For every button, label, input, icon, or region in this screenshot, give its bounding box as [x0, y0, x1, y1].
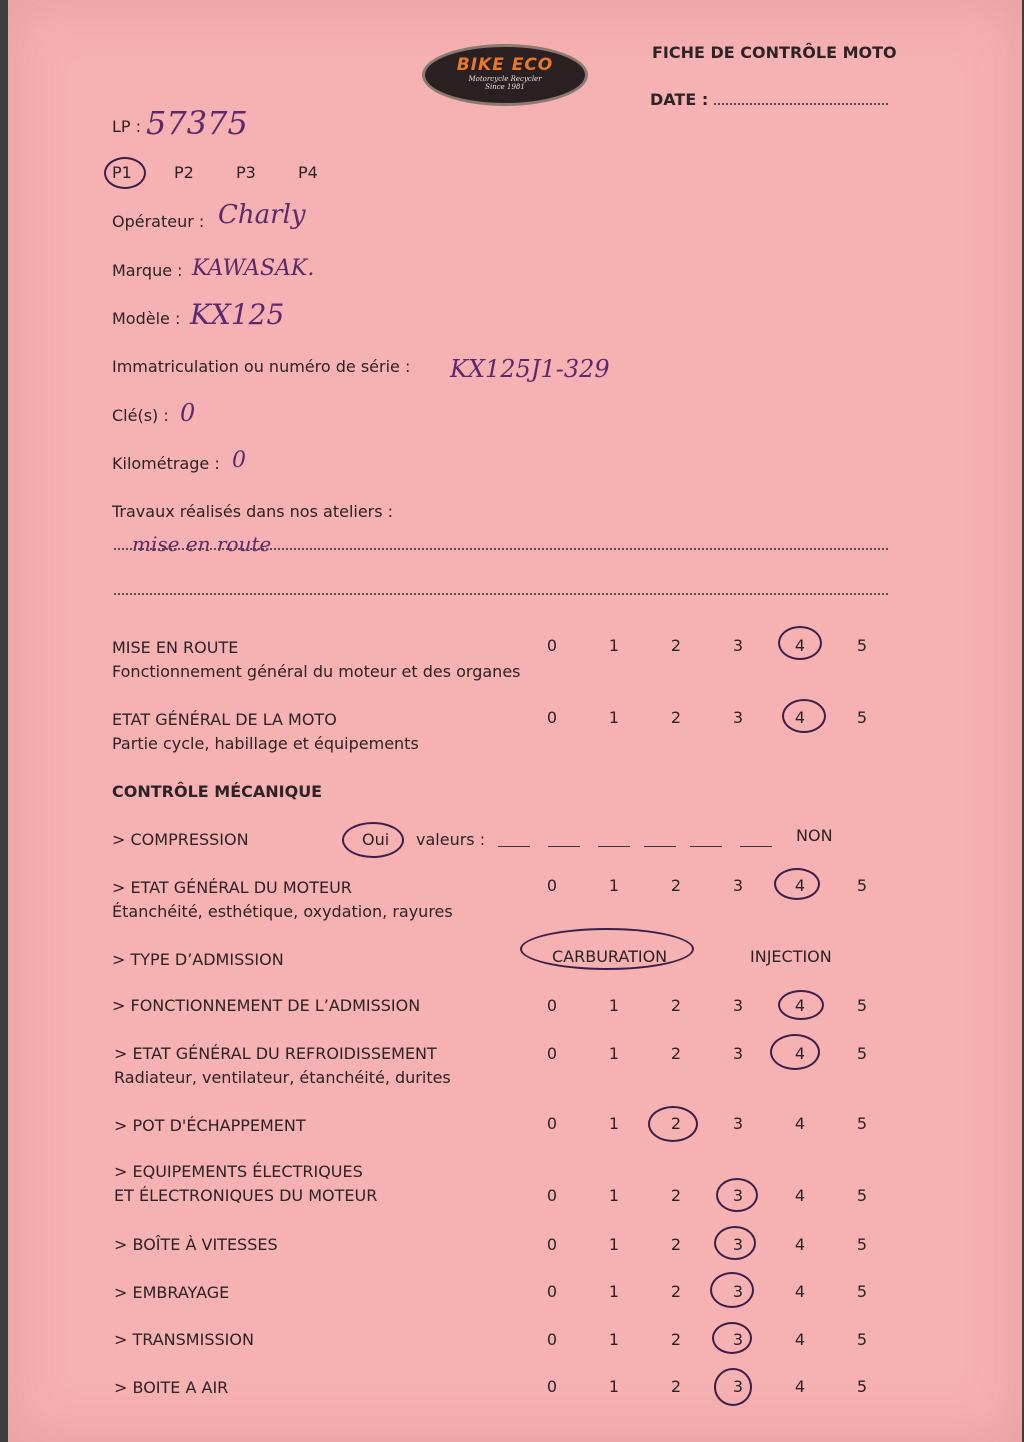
mise-en-route-1[interactable]: 1 [608, 636, 620, 655]
compression-oui-circle [342, 822, 404, 858]
electriques-1[interactable]: 1 [608, 1186, 620, 1205]
transmission-4[interactable]: 4 [794, 1330, 806, 1349]
type-admission-title: > TYPE D’ADMISSION [112, 950, 284, 969]
boite-vitesses-3[interactable]: 3 [732, 1235, 744, 1254]
compression-title: > COMPRESSION [112, 830, 249, 849]
etat-moteur-selected-circle [774, 868, 820, 900]
transmission-2[interactable]: 2 [670, 1330, 682, 1349]
mise-en-route-selected-circle [778, 626, 822, 660]
lp-value[interactable]: 57375 [146, 104, 248, 142]
mise-en-route-3[interactable]: 3 [732, 636, 744, 655]
refroidissement-4[interactable]: 4 [794, 1044, 806, 1063]
etat-moteur-3[interactable]: 3 [732, 876, 744, 895]
compression-oui[interactable]: Oui [362, 830, 390, 849]
transmission-1[interactable]: 1 [608, 1330, 620, 1349]
boite-vitesses-4[interactable]: 4 [794, 1235, 806, 1254]
boite-air-title: > BOITE A AIR [114, 1378, 229, 1397]
position-p2[interactable]: P2 [174, 163, 194, 182]
transmission-title: > TRANSMISSION [114, 1330, 254, 1349]
boite-air-2[interactable]: 2 [670, 1377, 682, 1396]
compression-valeurs-label: valeurs : [416, 830, 486, 849]
modele-label: Modèle : [112, 309, 181, 328]
boite-air-5[interactable]: 5 [856, 1377, 868, 1396]
marque-label: Marque : [112, 261, 183, 280]
cles-value[interactable]: 0 [180, 399, 196, 427]
etat-moto-2[interactable]: 2 [670, 708, 682, 727]
boite-vitesses-1[interactable]: 1 [608, 1235, 620, 1254]
mise-en-route-5[interactable]: 5 [856, 636, 868, 655]
mise-en-route-4[interactable]: 4 [794, 636, 806, 655]
etat-moteur-2[interactable]: 2 [670, 876, 682, 895]
etat-moto-4[interactable]: 4 [794, 708, 806, 727]
electriques-title: > EQUIPEMENTS ÉLECTRIQUES [114, 1162, 363, 1181]
echappement-4[interactable]: 4 [794, 1114, 806, 1133]
echappement-2[interactable]: 2 [670, 1114, 682, 1133]
embrayage-2[interactable]: 2 [670, 1282, 682, 1301]
fonct-admission-selected-circle [778, 990, 824, 1020]
travaux-line-1 [114, 548, 888, 550]
transmission-5[interactable]: 5 [856, 1330, 868, 1349]
km-label: Kilométrage : [112, 454, 220, 473]
controle-mecanique-title: CONTRÔLE MÉCANIQUE [112, 782, 323, 801]
etat-moteur-title: > ETAT GÉNÉRAL DU MOTEUR [112, 878, 352, 897]
electriques-2[interactable]: 2 [670, 1186, 682, 1205]
compression-value-3[interactable] [598, 846, 630, 847]
immat-label: Immatriculation ou numéro de série : [112, 357, 411, 376]
etat-moto-selected-circle [782, 699, 826, 733]
echappement-1[interactable]: 1 [608, 1114, 620, 1133]
transmission-0[interactable]: 0 [546, 1330, 558, 1349]
travaux-line-2 [114, 593, 888, 595]
cles-label: Clé(s) : [112, 406, 169, 425]
fonct-admission-3[interactable]: 3 [732, 996, 744, 1015]
compression-value-2[interactable] [548, 846, 580, 847]
boite-air-1[interactable]: 1 [608, 1377, 620, 1396]
refroidissement-3[interactable]: 3 [732, 1044, 744, 1063]
mise-en-route-sub: Fonctionnement général du moteur et des organes [112, 662, 521, 681]
etat-moto-5[interactable]: 5 [856, 708, 868, 727]
etat-moto-title: ETAT GÉNÉRAL DE LA MOTO [112, 710, 337, 729]
embrayage-5[interactable]: 5 [856, 1282, 868, 1301]
embrayage-1[interactable]: 1 [608, 1282, 620, 1301]
refroidissement-sub: Radiateur, ventilateur, étanchéité, durites [114, 1068, 451, 1087]
boite-air-4[interactable]: 4 [794, 1377, 806, 1396]
compression-value-4[interactable] [644, 846, 676, 847]
boite-vitesses-5[interactable]: 5 [856, 1235, 868, 1254]
operateur-label: Opérateur : [112, 212, 205, 231]
modele-value[interactable]: KX125 [190, 298, 285, 331]
refroidissement-2[interactable]: 2 [670, 1044, 682, 1063]
embrayage-0[interactable]: 0 [546, 1282, 558, 1301]
echappement-5[interactable]: 5 [856, 1114, 868, 1133]
control-sheet [8, 0, 1022, 1442]
embrayage-title: > EMBRAYAGE [114, 1283, 230, 1302]
marque-value[interactable]: KAWASAK. [192, 256, 315, 281]
boite-vitesses-selected-circle [714, 1226, 756, 1260]
position-p1[interactable]: P1 [112, 163, 132, 182]
mise-en-route-2[interactable]: 2 [670, 636, 682, 655]
fonct-admission-title: > FONCTIONNEMENT DE L’ADMISSION [112, 996, 421, 1015]
electriques-selected-circle [716, 1178, 758, 1212]
etat-moto-sub: Partie cycle, habillage et équipements [112, 734, 419, 753]
bike-eco-logo: BIKE ECO Motorcycle Recycler Since 1981 [422, 44, 588, 106]
lp-label: LP : [112, 117, 142, 136]
boite-air-0[interactable]: 0 [546, 1377, 558, 1396]
echappement-0[interactable]: 0 [546, 1114, 558, 1133]
compression-value-6[interactable] [740, 846, 772, 847]
form-title: FICHE DE CONTRÔLE MOTO [652, 43, 897, 62]
position-p3[interactable]: P3 [236, 163, 256, 182]
etat-moto-3[interactable]: 3 [732, 708, 744, 727]
fonct-admission-4[interactable]: 4 [794, 996, 806, 1015]
embrayage-3[interactable]: 3 [732, 1282, 744, 1301]
carburation-selected-circle [520, 928, 694, 970]
fonct-admission-5[interactable]: 5 [856, 996, 868, 1015]
refroidissement-selected-circle [770, 1034, 820, 1070]
date-field[interactable] [714, 103, 888, 105]
etat-moteur-sub: Étanchéité, esthétique, oxydation, rayures [112, 902, 453, 921]
date-label: DATE : [650, 90, 709, 109]
transmission-3[interactable]: 3 [732, 1330, 744, 1349]
boite-air-selected-circle [714, 1368, 752, 1406]
etat-moteur-1[interactable]: 1 [608, 876, 620, 895]
electriques-0[interactable]: 0 [546, 1186, 558, 1205]
fonct-admission-2[interactable]: 2 [670, 996, 682, 1015]
echappement-selected-circle [648, 1106, 698, 1142]
boite-vitesses-0[interactable]: 0 [546, 1235, 558, 1254]
travaux-label: Travaux réalisés dans nos ateliers : [112, 502, 394, 521]
electriques-title-2: ET ÉLECTRONIQUES DU MOTEUR [114, 1186, 378, 1205]
compression-value-5[interactable] [690, 846, 722, 847]
etat-moteur-5[interactable]: 5 [856, 876, 868, 895]
boite-vitesses-title: > BOÎTE À VITESSES [114, 1235, 278, 1254]
electriques-5[interactable]: 5 [856, 1186, 868, 1205]
immat-value[interactable]: KX125J1-329 [450, 355, 610, 383]
refroidissement-5[interactable]: 5 [856, 1044, 868, 1063]
compression-value-1[interactable] [498, 846, 530, 847]
p1-selected-circle [104, 157, 146, 189]
mise-en-route-title: MISE EN ROUTE [112, 638, 239, 657]
type-admission-injection[interactable]: INJECTION [750, 947, 832, 966]
embrayage-selected-circle [710, 1272, 754, 1308]
etat-moteur-4[interactable]: 4 [794, 876, 806, 895]
electriques-4[interactable]: 4 [794, 1186, 806, 1205]
refroidissement-1[interactable]: 1 [608, 1044, 620, 1063]
compression-non[interactable]: NON [796, 826, 833, 845]
echappement-3[interactable]: 3 [732, 1114, 744, 1133]
mise-en-route-0[interactable]: 0 [546, 636, 558, 655]
etat-moto-1[interactable]: 1 [608, 708, 620, 727]
fonct-admission-1[interactable]: 1 [608, 996, 620, 1015]
operateur-value[interactable]: Charly [218, 200, 306, 230]
embrayage-4[interactable]: 4 [794, 1282, 806, 1301]
echappement-title: > POT D'ÉCHAPPEMENT [114, 1116, 306, 1135]
electriques-3[interactable]: 3 [732, 1186, 744, 1205]
km-value[interactable]: 0 [232, 448, 246, 473]
boite-air-3[interactable]: 3 [732, 1377, 744, 1396]
type-admission-carburation[interactable]: CARBURATION [552, 947, 668, 966]
travaux-value[interactable]: mise en route [132, 532, 272, 556]
etat-moteur-0[interactable]: 0 [546, 876, 558, 895]
boite-vitesses-2[interactable]: 2 [670, 1235, 682, 1254]
refroidissement-0[interactable]: 0 [546, 1044, 558, 1063]
etat-moto-0[interactable]: 0 [546, 708, 558, 727]
fonct-admission-0[interactable]: 0 [546, 996, 558, 1015]
transmission-selected-circle [712, 1322, 752, 1354]
refroidissement-title: > ETAT GÉNÉRAL DU REFROIDISSEMENT [114, 1044, 437, 1063]
position-p4[interactable]: P4 [298, 163, 318, 182]
